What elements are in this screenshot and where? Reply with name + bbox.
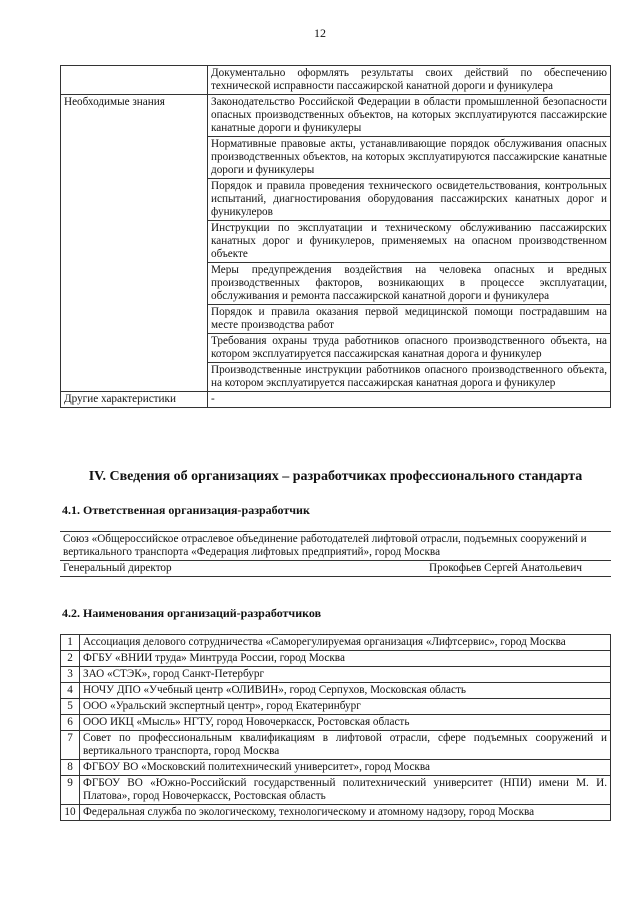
table-row — [61, 667, 611, 683]
table-row — [61, 731, 611, 760]
table-row — [61, 699, 611, 715]
developer-name: ФГБОУ ВО «Южно-Российский государственный политехнический университет (НПИ) имени М. И. Платова», город Новочеркасск, Ростовская область — [80, 776, 611, 805]
developer-name: НОЧУ ДПО «Учебный центр «ОЛИВИН», город Серпухов, Московская область — [80, 683, 611, 699]
table-row — [61, 715, 611, 731]
developers-table — [60, 634, 611, 821]
page-number: 12 — [314, 26, 326, 40]
knowledge-table — [60, 65, 611, 408]
subsection-heading-responsible: 4.1. Ответственная организация-разработчик — [62, 503, 310, 517]
row-text: Требования охраны труда работников опасного производственного объекта, на котором эксплуатируется пассажирская канатная дорога и фуникулер — [208, 334, 611, 363]
row-number: 6 — [61, 715, 80, 731]
row-text: Законодательство Российской Федерации в области промышленной безопасности опасных производственных объектов, на которых эксплуатируются пассажирские канатные дороги и фуникулеры — [208, 95, 611, 137]
row-text: Порядок и правила оказания первой медицинской помощи пострадавшим на месте производства работ — [208, 305, 611, 334]
director-name: Прокофьев Сергей Анатольевич — [429, 562, 582, 574]
row-number: 9 — [61, 776, 80, 805]
row-number: 10 — [61, 805, 80, 821]
director-line — [63, 562, 608, 575]
director-row — [60, 561, 611, 577]
row-number: 7 — [61, 731, 80, 760]
developer-name: Ассоциация делового сотрудничества «Саморегулируемая организация «Лифтсервис», город Москва — [80, 635, 611, 651]
responsible-org-table — [60, 531, 611, 577]
row-text: Порядок и правила проведения технического освидетельствования, контрольных испытаний, диагностирования оборудования пассажирских канатных дорог и фуникулеров — [208, 179, 611, 221]
section-title: IV. Сведения об организациях – разработчиках профессионального стандарта — [88, 469, 583, 484]
org-name: Союз «Общероссийское отраслевое объединение работодателей лифтовой отрасли, подъемных сооружений и вертикального транспорта «Федерация лифтовых предприятий», город Москва — [60, 532, 611, 561]
developer-name: Федеральная служба по экологическому, технологическому и атомному надзору, город Москва — [80, 805, 611, 821]
row-text: Нормативные правовые акты, устанавливающие порядок обслуживания опасных производственных объектов, на которых эксплуатируются пассажирские канатные дороги и фуникулеры — [208, 137, 611, 179]
row-text: Инструкции по эксплуатации и техническому обслуживанию пассажирских канатных дорог и фуникулеров, применяемых на опасном производственном объекте — [208, 221, 611, 263]
table-row — [61, 392, 611, 408]
row-label — [61, 66, 208, 95]
table-row — [61, 776, 611, 805]
row-text: Меры предупреждения воздействия на человека опасных и вредных производственных факторов, возникающих в процессе эксплуатации, обслуживания и ремонта пассажирской канатной дороги и фуникулера — [208, 263, 611, 305]
subsection-heading-developers: 4.2. Наименования организаций-разработчиков — [62, 606, 322, 620]
director-position: Генеральный директор — [63, 562, 172, 574]
row-number: 5 — [61, 699, 80, 715]
row-text: Документально оформлять результаты своих действий по обеспечению технической исправности пассажирской канатной дороги и фуникулера — [208, 66, 611, 95]
table-row — [61, 651, 611, 667]
row-number: 1 — [61, 635, 80, 651]
developer-name: ЗАО «СТЭК», город Санкт-Петербург — [80, 667, 611, 683]
table-row — [61, 760, 611, 776]
row-number: 8 — [61, 760, 80, 776]
row-text: - — [208, 392, 611, 408]
developer-name: Совет по профессиональным квалификациям в лифтовой отрасли, сфере подъемных сооружений и вертикального транспорта, город Москва — [80, 731, 611, 760]
table-row — [61, 66, 611, 95]
row-number: 3 — [61, 667, 80, 683]
table-row — [60, 532, 611, 561]
developer-name: ФГБОУ ВО «Московский политехнический университет», город Москва — [80, 760, 611, 776]
table-row — [61, 95, 611, 137]
row-number: 2 — [61, 651, 80, 667]
row-label-other: Другие характеристики — [61, 392, 208, 408]
table-row — [61, 635, 611, 651]
table-row — [61, 683, 611, 699]
developer-name: ФГБУ «ВНИИ труда» Минтруда России, город Москва — [80, 651, 611, 667]
developer-name: ООО ИКЦ «Мысль» НГТУ, город Новочеркасск, Ростовская область — [80, 715, 611, 731]
table-row — [60, 561, 611, 577]
developer-name: ООО «Уральский экспертный центр», город Екатеринбург — [80, 699, 611, 715]
table-row — [61, 805, 611, 821]
row-text: Производственные инструкции работников опасного производственного объекта, на котором эксплуатируется пассажирская канатная дорога и фуникулер — [208, 363, 611, 392]
row-number: 4 — [61, 683, 80, 699]
row-label-required-knowledge: Необходимые знания — [61, 95, 208, 392]
